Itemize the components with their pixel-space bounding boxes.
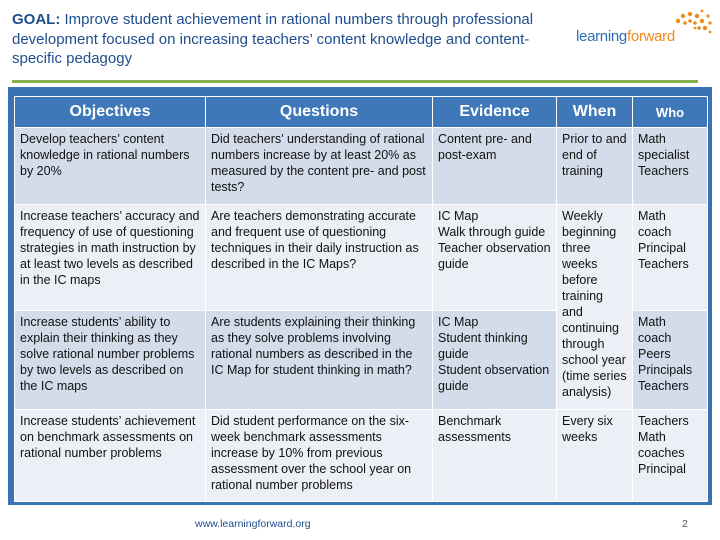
header-objectives: Objectives: [15, 97, 206, 128]
when-cell: Weekly beginning three weeks before training and continuing through school year (time series analysis): [557, 205, 633, 410]
table-row: [15, 410, 708, 502]
who-cell: [633, 128, 708, 205]
evidence-line: Content pre- and post-exam: [438, 132, 532, 162]
who-cell: [633, 205, 708, 311]
who-cell: [633, 311, 708, 410]
logo-wordmark: [576, 28, 675, 45]
who-line: Teachers: [638, 164, 689, 178]
who-cell: [633, 410, 708, 502]
who-line: Math coach: [638, 209, 672, 239]
who-line: Principal: [638, 462, 686, 476]
header-when: When: [557, 97, 633, 128]
logo-learning: learning: [576, 28, 627, 45]
goal-label: GOAL:: [12, 11, 61, 28]
who-line: Teachers: [638, 379, 689, 393]
question-cell: Are students explaining their thinking as they solve problems involving rational numbers as described in the IC Map for student thinking in math?: [206, 311, 433, 410]
evidence-line: Benchmark assessments: [438, 414, 511, 444]
who-line: Principals: [638, 363, 693, 377]
goal-text: Improve student achievement in rational numbers through professional development focused on increasing teachers’ content knowledge and content-specific pedagogy: [12, 11, 534, 67]
evidence-cell: [433, 205, 557, 311]
who-line: Teachers: [638, 414, 689, 428]
evidence-line: Student thinking guide: [438, 331, 528, 361]
table-row: [15, 128, 708, 205]
header-who: Who: [633, 97, 708, 128]
who-line: Math coach: [638, 315, 672, 345]
table-header-row: [15, 97, 708, 128]
question-cell: Did student performance on the six-week benchmark assessments increase by 10% from previous assessment over the school year on rational number problems: [206, 410, 433, 502]
question-cell: Did teachers’ understanding of rational numbers increase by at least 20% as measured by the content pre- and post tests?: [206, 128, 433, 205]
footer-url[interactable]: www.learningforward.org: [195, 518, 311, 530]
objective-cell: Increase students’ ability to explain their thinking as they solve rational number problems by two levels as described on the IC maps: [15, 311, 206, 410]
header-questions: Questions: [206, 97, 433, 128]
evidence-line: Student observation guide: [438, 363, 550, 393]
evidence-cell: [433, 311, 557, 410]
goal-statement: [12, 10, 552, 69]
who-line: Peers: [638, 347, 671, 361]
objective-cell: Develop teachers’ content knowledge in rational numbers by 20%: [15, 128, 206, 205]
who-line: Principal: [638, 241, 686, 255]
learningforward-logo: [576, 8, 716, 58]
when-cell: Every six weeks: [557, 410, 633, 502]
header-divider: [12, 80, 698, 83]
question-cell: Are teachers demonstrating accurate and frequent use of questioning techniques in their daily instruction as described in the IC Maps?: [206, 205, 433, 311]
evaluation-table: [14, 96, 708, 502]
header-evidence: Evidence: [433, 97, 557, 128]
evidence-cell: [433, 128, 557, 205]
evidence-line: Teacher observation guide: [438, 241, 551, 271]
when-cell: Prior to and end of training: [557, 128, 633, 205]
table-row: [15, 205, 708, 311]
page-number: 2: [682, 518, 688, 530]
who-line: Math coaches: [638, 430, 685, 460]
evidence-line: IC Map: [438, 209, 479, 223]
objective-cell: Increase teachers’ accuracy and frequency of use of questioning strategies in math instruction by at least two levels as described in the IC maps: [15, 205, 206, 311]
logo-forward: forward: [626, 28, 675, 45]
evidence-line: Walk through guide: [438, 225, 546, 239]
who-line: Math specialist: [638, 132, 690, 162]
who-line: Teachers: [638, 257, 689, 271]
objective-cell: Increase students’ achievement on benchmark assessments on rational number problems: [15, 410, 206, 502]
evidence-line: IC Map: [438, 315, 479, 329]
evidence-cell: [433, 410, 557, 502]
